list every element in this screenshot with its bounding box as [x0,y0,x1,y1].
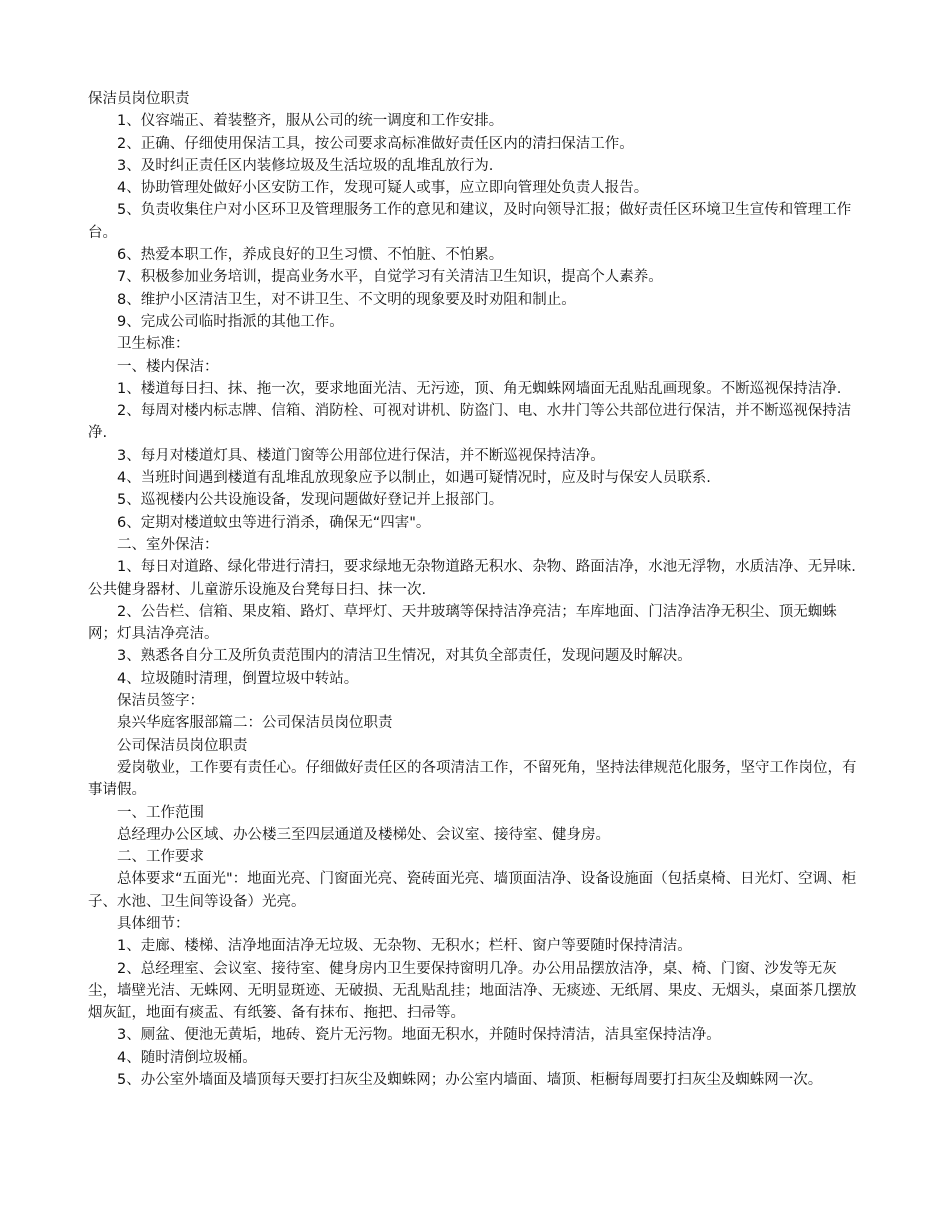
paragraph: 7、积极参加业务培训，提高业务水平，自觉学习有关清洁卫生知识，提高个人素养。 [117,269,663,286]
paragraph: 总体要求“五面光"：地面光亮、门窗面光亮、瓷砖面光亮、墙顶面洁净、设备设施面（包括桌椅、日光灯、空调、柜子、水池、卫生间等设备）光亮。 [88,871,857,910]
paragraph: 4、随时清倒垃圾桶。 [117,1049,257,1066]
paragraph: 2、公告栏、信箱、果皮箱、路灯、草坪灯、天井玻璃等保持洁净亮洁；车库地面、门洁净洁净无积尘、顶无蜘蛛网；灯具洁净亮洁。 [88,603,837,643]
paragraph: 1、每日对道路、绿化带进行清扫，要求绿地无杂物道路无积水、杂物、路面洁净，水池无浮物，水质洁净、无异味.公共健身器材、儿童游乐设施及台凳每日扫、抹一次. [88,559,856,598]
paragraph: 二、室外保洁： [117,536,219,553]
paragraph: 1、仪容端正、着装整齐，服从公司的统一调度和工作安排。 [117,113,504,130]
document-page [88,88,860,1091]
paragraph: 6、热爱本职工作，养成良好的卫生习惯、不怕脏、不怕累。 [117,247,504,264]
paragraph: 2、总经理室、会议室、接待室、健身房内卫生要保持窗明几净。办公用品摆放洁净，桌、椅、门窗、沙发等无灰尘，墙壁光洁、无蛛网、无明显斑迹、无破损、无乱贴乱挂；地面洁净、无痰迹、无纸屑、果皮、无烟头，桌面茶几摆放烟灰缸，地面有痰盂、有纸篓、备有抹布、拖把、扫帚等。 [88,960,857,1022]
paragraph: 泉兴华庭客服部篇二：公司保洁员岗位职责 [117,715,393,732]
paragraph: 4、垃圾随时清理，倒置垃圾中转站。 [117,670,359,687]
paragraph: 保洁员签字： [117,693,204,710]
paragraph: 3、厕盆、便池无黄垢，地砖、瓷片无污物。地面无积水，并随时保持清洁，洁具室保持洁净。 [117,1027,721,1044]
paragraph: 9、完成公司临时指派的其他工作。 [117,313,344,330]
paragraph: 1、走廊、楼梯、洁净地面洁净无垃圾、无杂物、无积水；栏杆、窗户等要随时保持清洁。 [117,938,692,955]
paragraph: 3、熟悉各自分工及所负责范围内的清洁卫生情况，对其负全部责任，发现问题及时解决。 [117,648,692,665]
paragraph: 3、及时纠正责任区内装修垃圾及生活垃圾的乱堆乱放行为. [117,157,494,174]
paragraph: 具体细节： [117,915,190,932]
paragraph: 2、每周对楼内标志牌、信箱、消防栓、可视对讲机、防盗门、电、水井门等公共部位进行保洁，并不断巡视保持洁净. [88,403,852,442]
paragraph: 1、楼道每日扫、抹、拖一次，要求地面光洁、无污迹，顶、角无蜘蛛网墙面无乱贴乱画现象。不断巡视保持洁净. [117,380,842,397]
paragraph: 5、办公室外墙面及墙顶每天要打扫灰尘及蜘蛛网；办公室内墙面、墙顶、柜橱每周要打扫灰尘及蜘蛛网一次。 [117,1072,823,1089]
paragraph: 一、工作范围 [117,804,204,821]
paragraph: 6、定期对楼道蚊虫等进行消杀，确保无“四害"。 [117,514,431,531]
paragraph: 4、当班时间遇到楼道有乱堆乱放现象应予以制止，如遇可疑情况时，应及时与保安人员联系. [117,470,711,487]
paragraph: 爱岗敬业，工作要有责任心。仔细做好责任区的各项清洁工作，不留死角，坚持法律规范化服务，坚守工作岗位，有事请假。 [88,759,857,799]
paragraph: 卫生标准： [117,336,190,353]
paragraph: 3、每月对楼道灯具、楼道门窗等公用部位进行保洁，并不断巡视保持洁净。 [117,447,605,464]
paragraph: 二、工作要求 [117,849,204,866]
document-title: 保洁员岗位职责 [88,91,190,107]
paragraph: 8、维护小区清洁卫生，对不讲卫生、不文明的现象要及时劝阻和制止。 [117,291,576,308]
paragraph: 总经理办公区域、办公楼三至四层通道及楼梯处、会议室、接待室、健身房。 [117,826,610,843]
paragraph: 4、协助管理处做好小区安防工作，发现可疑人或事，应立即向管理处负责人报告。 [117,180,649,197]
paragraph: 5、负责收集住户对小区环卫及管理服务工作的意见和建议，及时向领导汇报；做好责任区环境卫生宣传和管理工作台。 [88,202,852,241]
paragraph: 5、巡视楼内公共设施设备，发现问题做好登记并上报部门。 [117,492,504,509]
paragraph: 2、正确、仔细使用保洁工具，按公司要求高标准做好责任区内的清扫保洁工作。 [117,135,634,152]
paragraph: 一、楼内保洁： [117,358,219,375]
paragraph: 公司保洁员岗位职责 [117,737,248,754]
